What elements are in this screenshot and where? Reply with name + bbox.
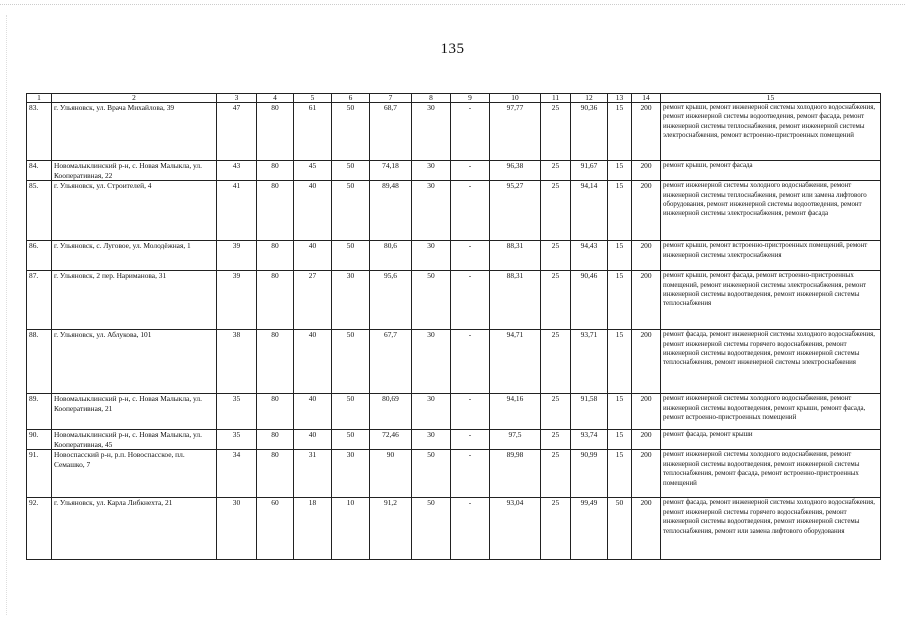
- cell-col-8: 30: [412, 181, 451, 241]
- cell-col-11: 25: [541, 241, 571, 271]
- address: г. Ульяновск, ул. Врача Михайлова, 39: [52, 103, 217, 161]
- cell-col-13: 15: [608, 271, 632, 330]
- cell-col-11: 25: [541, 181, 571, 241]
- cell-col-5: 27: [294, 271, 332, 330]
- cell-col-10: 97,77: [490, 103, 541, 161]
- cell-col-3: 34: [217, 450, 257, 498]
- cell-col-7: 89,48: [370, 181, 412, 241]
- cell-col-5: 61: [294, 103, 332, 161]
- cell-col-6: 50: [332, 330, 370, 394]
- cell-col-5: 40: [294, 394, 332, 430]
- cell-col-7: 80,69: [370, 394, 412, 430]
- cell-col-8: 30: [412, 103, 451, 161]
- cell-col-13: 50: [608, 498, 632, 560]
- cell-col-3: 41: [217, 181, 257, 241]
- cell-col-4: 80: [257, 330, 294, 394]
- row-number: 89.: [27, 394, 52, 430]
- cell-col-3: 35: [217, 394, 257, 430]
- row-number: 87.: [27, 271, 52, 330]
- cell-col-7: 74,18: [370, 161, 412, 181]
- column-header: 9: [451, 94, 490, 103]
- table-row: [27, 430, 881, 450]
- cell-col-6: 50: [332, 241, 370, 271]
- cell-col-14: 200: [632, 330, 661, 394]
- column-header: 3: [217, 94, 257, 103]
- table-row: [27, 271, 881, 330]
- cell-col-7: 90: [370, 450, 412, 498]
- work-types: ремонт инженерной системы холодного водоснабжения, ремонт инженерной системы водоотведения, ремонт крыши, ремонт фасада, ремонт встроенно-пристроенных помещений: [661, 394, 881, 430]
- cell-col-12: 99,49: [571, 498, 608, 560]
- address: г. Ульяновск, с. Луговое, ул. Молодёжная, 1: [52, 241, 217, 271]
- cell-col-7: 80,6: [370, 241, 412, 271]
- cell-col-5: 45: [294, 161, 332, 181]
- cell-col-9: -: [451, 450, 490, 498]
- scan-border-top: [0, 4, 905, 6]
- table-row: [27, 330, 881, 394]
- cell-col-10: 94,16: [490, 394, 541, 430]
- cell-col-8: 50: [412, 450, 451, 498]
- cell-col-10: 96,38: [490, 161, 541, 181]
- cell-col-9: -: [451, 430, 490, 450]
- cell-col-7: 67,7: [370, 330, 412, 394]
- cell-col-12: 91,67: [571, 161, 608, 181]
- cell-col-5: 40: [294, 430, 332, 450]
- column-header: 12: [571, 94, 608, 103]
- row-number: 88.: [27, 330, 52, 394]
- cell-col-6: 50: [332, 394, 370, 430]
- cell-col-11: 25: [541, 430, 571, 450]
- address: г. Ульяновск, 2 пер. Нариманова, 31: [52, 271, 217, 330]
- cell-col-11: 25: [541, 394, 571, 430]
- row-number: 84.: [27, 161, 52, 181]
- address: г. Ульяновск, ул. Аблукова, 101: [52, 330, 217, 394]
- cell-col-3: 30: [217, 498, 257, 560]
- work-types: ремонт инженерной системы холодного водоснабжения, ремонт инженерной системы водоотведения, ремонт инженерной системы теплоснабжения, ремонт фасада, ремонт встроенно-пристроенных помещений: [661, 450, 881, 498]
- cell-col-4: 80: [257, 271, 294, 330]
- cell-col-13: 15: [608, 430, 632, 450]
- cell-col-6: 10: [332, 498, 370, 560]
- cell-col-3: 47: [217, 103, 257, 161]
- cell-col-11: 25: [541, 271, 571, 330]
- cell-col-9: -: [451, 394, 490, 430]
- cell-col-5: 18: [294, 498, 332, 560]
- cell-col-5: 40: [294, 181, 332, 241]
- scan-border-left: [6, 15, 8, 615]
- row-number: 91.: [27, 450, 52, 498]
- table-row: [27, 161, 881, 181]
- cell-col-8: 30: [412, 394, 451, 430]
- cell-col-12: 94,14: [571, 181, 608, 241]
- cell-col-14: 200: [632, 181, 661, 241]
- cell-col-8: 30: [412, 330, 451, 394]
- cell-col-12: 90,46: [571, 271, 608, 330]
- housing-repair-table: [26, 93, 881, 560]
- row-number: 85.: [27, 181, 52, 241]
- cell-col-4: 60: [257, 498, 294, 560]
- cell-col-6: 50: [332, 430, 370, 450]
- cell-col-10: 88,31: [490, 241, 541, 271]
- cell-col-12: 90,99: [571, 450, 608, 498]
- cell-col-14: 200: [632, 450, 661, 498]
- work-types: ремонт крыши, ремонт фасада, ремонт встроенно-пристроенных помещений, ремонт инженерной системы электроснабжения, ремонт инженерной системы водоотведения, ремонт инженерной системы теплоснабжения: [661, 271, 881, 330]
- column-header: 6: [332, 94, 370, 103]
- cell-col-6: 30: [332, 450, 370, 498]
- cell-col-14: 200: [632, 394, 661, 430]
- cell-col-10: 93,04: [490, 498, 541, 560]
- cell-col-9: -: [451, 271, 490, 330]
- cell-col-10: 89,98: [490, 450, 541, 498]
- row-number: 86.: [27, 241, 52, 271]
- work-types: ремонт фасада, ремонт инженерной системы холодного водоснабжения, ремонт инженерной системы горячего водоснабжения, ремонт инженерной системы водоотведения, ремонт инженерной системы теплоснабжения, ремонт или замена лифтового оборудования: [661, 498, 881, 560]
- column-header: 2: [52, 94, 217, 103]
- cell-col-10: 97,5: [490, 430, 541, 450]
- cell-col-5: 31: [294, 450, 332, 498]
- cell-col-3: 39: [217, 241, 257, 271]
- table-row: [27, 103, 881, 161]
- cell-col-13: 15: [608, 103, 632, 161]
- cell-col-13: 15: [608, 394, 632, 430]
- table-row: [27, 450, 881, 498]
- cell-col-14: 200: [632, 498, 661, 560]
- work-types: ремонт крыши, ремонт встроенно-пристроенных помещений, ремонт инженерной системы электроснабжения: [661, 241, 881, 271]
- work-types: ремонт фасада, ремонт крыши: [661, 430, 881, 450]
- cell-col-10: 88,31: [490, 271, 541, 330]
- cell-col-8: 30: [412, 161, 451, 181]
- cell-col-6: 50: [332, 181, 370, 241]
- cell-col-13: 15: [608, 161, 632, 181]
- cell-col-12: 93,74: [571, 430, 608, 450]
- cell-col-9: -: [451, 241, 490, 271]
- cell-col-9: -: [451, 330, 490, 394]
- work-types: ремонт инженерной системы холодного водоснабжения, ремонт инженерной системы теплоснабжения, ремонт или замена лифтового оборудования, ремонт инженерной системы водоотведения, ремонт инженерной системы электроснабжения, ремонт фасада: [661, 181, 881, 241]
- cell-col-11: 25: [541, 498, 571, 560]
- cell-col-13: 15: [608, 241, 632, 271]
- cell-col-11: 25: [541, 330, 571, 394]
- table-row: [27, 394, 881, 430]
- cell-col-7: 72,46: [370, 430, 412, 450]
- work-types: ремонт фасада, ремонт инженерной системы холодного водоснабжения, ремонт инженерной системы горячего водоснабжения, ремонт инженерной системы водоотведения, ремонт инженерной системы теплоснабжения, ремонт инженерной системы электроснабжения: [661, 330, 881, 394]
- cell-col-11: 25: [541, 103, 571, 161]
- cell-col-12: 93,71: [571, 330, 608, 394]
- cell-col-5: 40: [294, 241, 332, 271]
- table-row: [27, 241, 881, 271]
- cell-col-3: 35: [217, 430, 257, 450]
- cell-col-5: 40: [294, 330, 332, 394]
- cell-col-4: 80: [257, 241, 294, 271]
- cell-col-8: 30: [412, 241, 451, 271]
- cell-col-6: 30: [332, 271, 370, 330]
- address: г. Ульяновск, ул. Строителей, 4: [52, 181, 217, 241]
- address: г. Ульяновск, ул. Карла Либкнехта, 21: [52, 498, 217, 560]
- cell-col-14: 200: [632, 430, 661, 450]
- cell-col-11: 25: [541, 161, 571, 181]
- column-header: 11: [541, 94, 571, 103]
- row-number: 83.: [27, 103, 52, 161]
- work-types: ремонт крыши, ремонт фасада: [661, 161, 881, 181]
- row-number: 90.: [27, 430, 52, 450]
- cell-col-3: 43: [217, 161, 257, 181]
- cell-col-7: 68,7: [370, 103, 412, 161]
- cell-col-9: -: [451, 103, 490, 161]
- cell-col-7: 91,2: [370, 498, 412, 560]
- row-number: 92.: [27, 498, 52, 560]
- cell-col-4: 80: [257, 450, 294, 498]
- column-header: 14: [632, 94, 661, 103]
- cell-col-12: 94,43: [571, 241, 608, 271]
- cell-col-4: 80: [257, 394, 294, 430]
- cell-col-8: 50: [412, 271, 451, 330]
- cell-col-10: 95,27: [490, 181, 541, 241]
- cell-col-3: 38: [217, 330, 257, 394]
- cell-col-14: 200: [632, 271, 661, 330]
- cell-col-13: 15: [608, 450, 632, 498]
- table-row: [27, 498, 881, 560]
- cell-col-14: 200: [632, 103, 661, 161]
- cell-col-9: -: [451, 181, 490, 241]
- address: Новоспасский р-н, р.п. Новоспасское, пл. Семашко, 7: [52, 450, 217, 498]
- cell-col-4: 80: [257, 161, 294, 181]
- cell-col-8: 50: [412, 498, 451, 560]
- cell-col-9: -: [451, 498, 490, 560]
- table-header-row: [27, 94, 881, 103]
- column-header: 13: [608, 94, 632, 103]
- column-header: 10: [490, 94, 541, 103]
- cell-col-14: 200: [632, 241, 661, 271]
- cell-col-9: -: [451, 161, 490, 181]
- column-header: 8: [412, 94, 451, 103]
- column-header: 7: [370, 94, 412, 103]
- cell-col-13: 15: [608, 181, 632, 241]
- cell-col-6: 50: [332, 161, 370, 181]
- page-number: 135: [440, 41, 465, 57]
- cell-col-13: 15: [608, 330, 632, 394]
- cell-col-10: 94,71: [490, 330, 541, 394]
- column-header: 4: [257, 94, 294, 103]
- column-header: 15: [661, 94, 881, 103]
- cell-col-8: 30: [412, 430, 451, 450]
- cell-col-4: 80: [257, 181, 294, 241]
- cell-col-14: 200: [632, 161, 661, 181]
- work-types: ремонт крыши, ремонт инженерной системы холодного водоснабжения, ремонт инженерной системы водоотведения, ремонт фасада, ремонт инженерной системы теплоснабжения, ремонт инженерной системы электроснабжения, ремонт встроенно-пристроенных помещений: [661, 103, 881, 161]
- address: Новомалыклинский р-н, с. Новая Малыкла, ул. Кооперативная, 21: [52, 394, 217, 430]
- cell-col-7: 95,6: [370, 271, 412, 330]
- cell-col-4: 80: [257, 103, 294, 161]
- cell-col-3: 39: [217, 271, 257, 330]
- column-header: 1: [27, 94, 52, 103]
- table-row: [27, 181, 881, 241]
- cell-col-4: 80: [257, 430, 294, 450]
- cell-col-11: 25: [541, 450, 571, 498]
- cell-col-12: 91,58: [571, 394, 608, 430]
- cell-col-6: 50: [332, 103, 370, 161]
- column-header: 5: [294, 94, 332, 103]
- address: Новомалыклинский р-н, с. Новая Малыкла, ул. Кооперативная, 45: [52, 430, 217, 450]
- cell-col-12: 90,36: [571, 103, 608, 161]
- address: Новомалыклинский р-н, с. Новая Малыкла, ул. Кооперативная, 22: [52, 161, 217, 181]
